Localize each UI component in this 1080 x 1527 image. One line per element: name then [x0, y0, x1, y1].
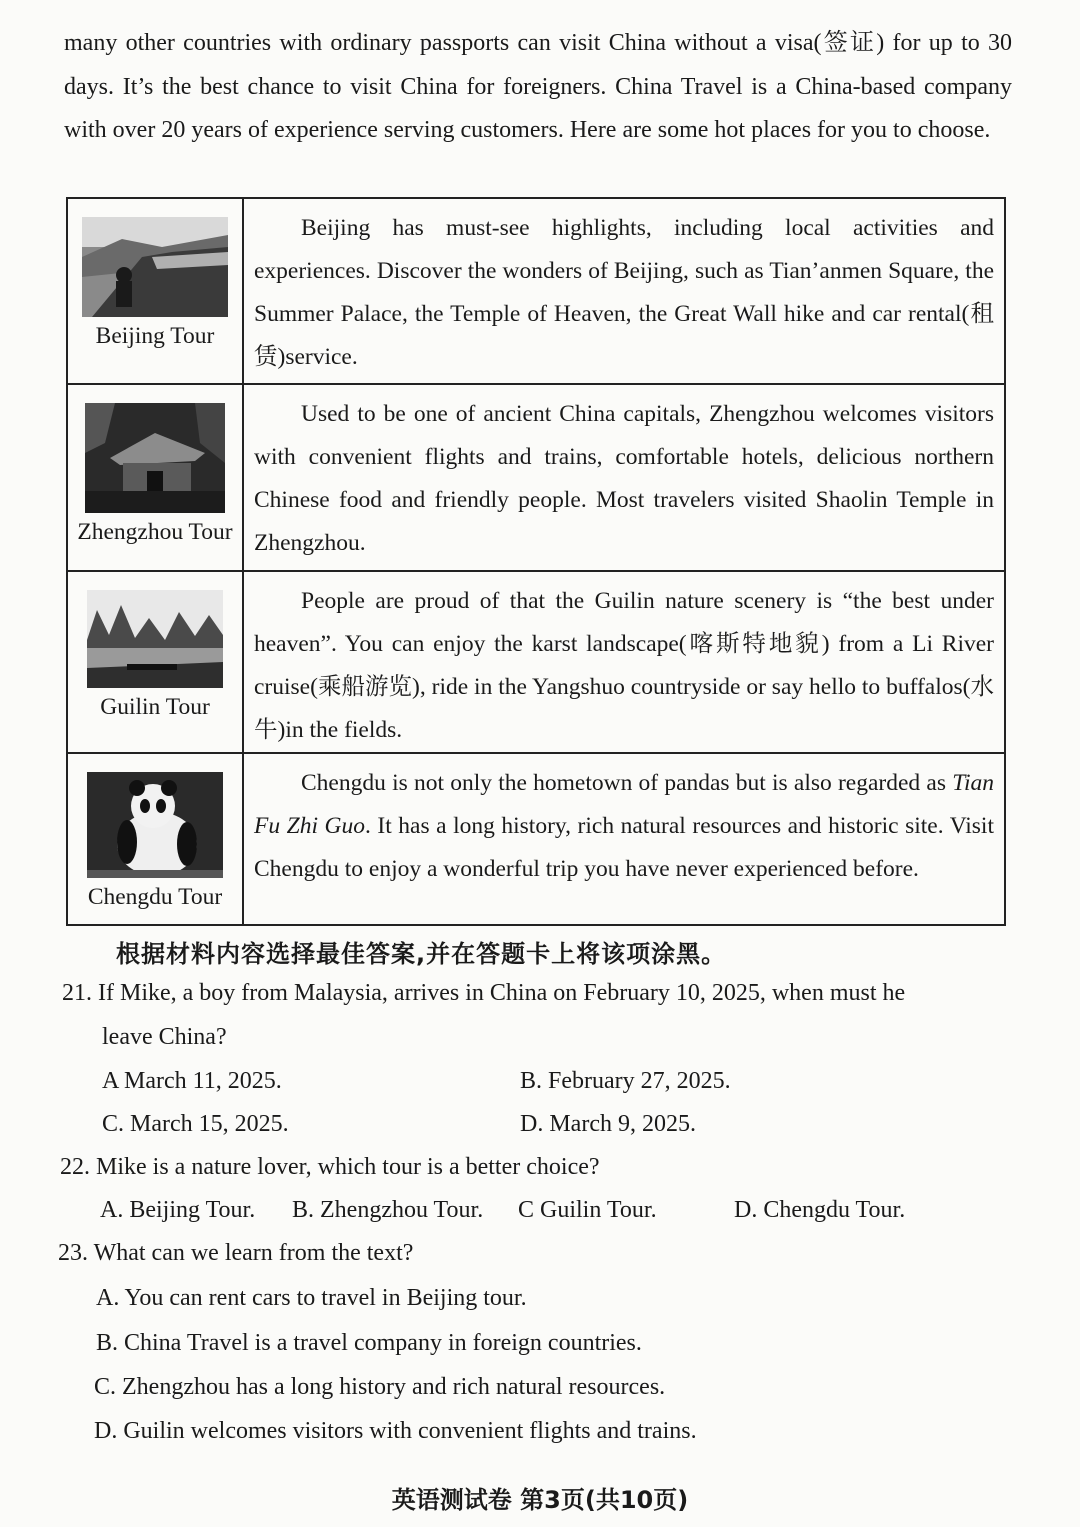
- option-21-c: C. March 15, 2025.: [102, 1111, 289, 1137]
- tour-text: Used to be one of ancient China capitals, Zhengzhou welcomes visitors with convenient flights and trains, comfortable hotels, delicious northern Chinese food and friendly people. Most travelers visited Shaolin Temple in Zhengzhou.: [254, 401, 994, 556]
- tour-row-beijing: [67, 198, 1005, 384]
- option-23-a: A. You can rent cars to travel in Beijing tour.: [96, 1285, 527, 1311]
- question-23-stem: 23. What can we learn from the text?: [58, 1240, 414, 1266]
- tour-text-start: Chengdu is not only the hometown of pandas but is also regarded as: [301, 770, 946, 796]
- great-wall-photo-icon: [82, 217, 228, 317]
- tour-description: [243, 571, 1005, 753]
- option-23-c: C. Zhengzhou has a long history and rich natural resources.: [94, 1374, 666, 1400]
- tour-image-cell: [67, 198, 243, 384]
- tour-image-cell: [67, 571, 243, 753]
- tour-label: Zhengzhou Tour: [77, 519, 233, 545]
- tour-row-guilin: [67, 571, 1005, 753]
- option-21-b: B. February 27, 2025.: [520, 1068, 731, 1094]
- tour-row-chengdu: [67, 753, 1005, 925]
- tour-label: Beijing Tour: [95, 323, 215, 349]
- tour-text: People are proud of that the Guilin nature scenery is “the best under heaven”. You can enjoy the karst landscape(喀斯特地貌) from a Li River cruise(乘船游览), ride in the Yangshuo countryside or say hello to buffalos(水牛)in the fields.: [254, 588, 994, 743]
- option-22-d: D. Chengdu Tour.: [734, 1197, 906, 1223]
- tour-text-end: . It has a long history, rich natural resources and historic site. Visit Chengdu to enjoy a wonderful trip you have never experienced before.: [254, 813, 994, 882]
- option-23-d: D. Guilin welcomes visitors with convenient flights and trains.: [94, 1418, 697, 1444]
- question-21-stem-cont: leave China?: [102, 1024, 227, 1050]
- tour-label: Guilin Tour: [100, 694, 210, 720]
- karst-river-photo-icon: [87, 590, 223, 688]
- option-21-a: A March 11, 2025.: [102, 1068, 282, 1094]
- question-22-stem: 22. Mike is a nature lover, which tour is a better choice?: [60, 1154, 600, 1180]
- temple-photo-icon: [85, 403, 225, 513]
- tour-table: [66, 197, 1006, 926]
- intro-paragraph: [64, 22, 1012, 153]
- tour-text-italic: Tian Fu Zhi Guo: [254, 770, 994, 839]
- panda-photo-icon: [87, 772, 223, 878]
- tour-image-cell: [67, 384, 243, 571]
- option-23-b: B. China Travel is a travel company in foreign countries.: [96, 1330, 642, 1356]
- option-21-d: D. March 9, 2025.: [520, 1111, 696, 1137]
- tour-image-cell: [67, 753, 243, 925]
- tour-description: [243, 753, 1005, 925]
- instruction: 根据材料内容选择最佳答案,并在答题卡上将该项涂黑。: [116, 940, 727, 968]
- tour-label: Chengdu Tour: [87, 884, 223, 910]
- tour-description: [243, 198, 1005, 384]
- tour-text: [254, 762, 994, 891]
- option-22-a: A. Beijing Tour.: [100, 1197, 256, 1223]
- tour-text: Beijing has must-see highlights, including local activities and experiences. Discover the wonders of Beijing, such as Tian’anmen Square, the Summer Palace, the Temple of Heaven, the Great Wall hike and car rental(租赁)service.: [254, 215, 994, 370]
- page-footer: 英语测试卷 第3页(共10页): [391, 1486, 689, 1514]
- option-22-b: B. Zhengzhou Tour.: [292, 1197, 484, 1223]
- option-22-c: C Guilin Tour.: [518, 1197, 657, 1223]
- tour-row-zhengzhou: [67, 384, 1005, 571]
- question-21-stem: 21. If Mike, a boy from Malaysia, arrives in China on February 10, 2025, when must he: [62, 980, 906, 1006]
- intro-text: many other countries with ordinary passports can visit China without a visa(签证) for up to 30 days. It’s the best chance to visit China for foreigners. China Travel is a China-based company with over 20 years of experience serving customers. Here are some hot places for you to choose.: [64, 30, 1012, 143]
- tour-description: [243, 384, 1005, 571]
